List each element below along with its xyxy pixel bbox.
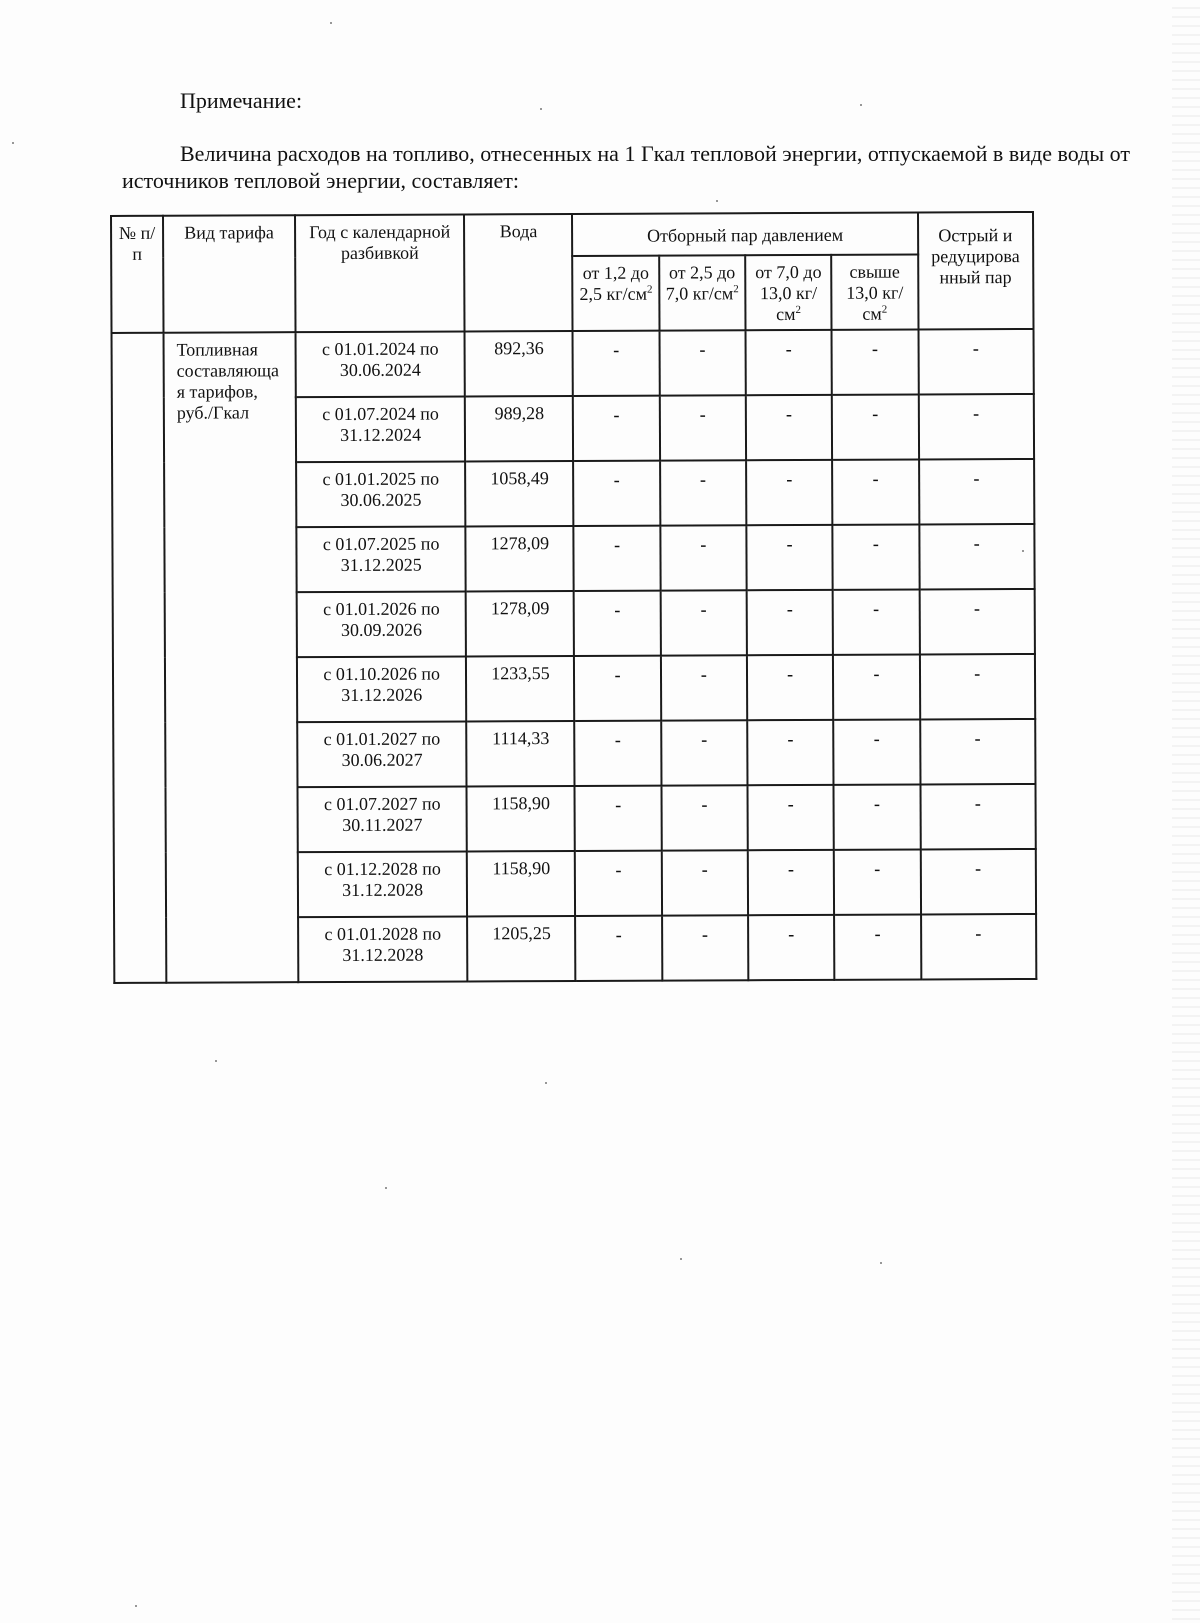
table-row: [112, 329, 1034, 398]
water-value-cell: 1205,25: [467, 916, 575, 981]
empty-value-dash: -: [576, 916, 663, 981]
water-value-cell: 1278,09: [466, 526, 574, 591]
empty-value-dash: -: [834, 914, 921, 979]
empty-value-dash: -: [661, 785, 748, 850]
empty-value-dash: -: [832, 329, 919, 394]
empty-value-dash: -: [662, 850, 749, 915]
empty-value-dash: -: [834, 849, 921, 914]
header-steam-1-label: от 1,2 до 2,5 кг/см: [579, 262, 650, 304]
empty-value-dash: -: [919, 589, 1035, 655]
empty-value-dash: -: [574, 656, 661, 721]
empty-value-dash: -: [574, 526, 661, 591]
empty-value-dash: -: [660, 395, 747, 460]
empty-value-dash: -: [834, 784, 921, 849]
water-value-cell: 1233,55: [466, 656, 574, 721]
empty-value-dash: -: [575, 851, 662, 916]
empty-value-dash: -: [833, 719, 920, 784]
header-water: Вода: [464, 214, 573, 331]
header-steam-3-label: от 7,0 до 13,0 кг/см: [755, 261, 822, 325]
note-text: Величина расходов на топливо, отнесенных на 1 Гкал тепловой энергии, отпускаемой в виде воды от источников тепловой энергии, составляет:: [122, 141, 1130, 193]
table-body: [112, 329, 1037, 983]
empty-value-dash: -: [919, 459, 1035, 525]
scan-speck: [330, 22, 332, 24]
water-value-cell: 1114,33: [467, 721, 575, 786]
unit-superscript: 2: [795, 303, 802, 317]
empty-value-dash: -: [661, 720, 748, 785]
empty-value-dash: -: [921, 914, 1037, 980]
scan-speck: [540, 108, 542, 110]
scan-speck: [860, 104, 862, 106]
empty-value-dash: -: [748, 850, 835, 915]
empty-value-dash: -: [748, 915, 835, 980]
period-cell: с 01.01.2024 по 30.06.2024: [295, 331, 465, 397]
water-value-cell: 1158,90: [467, 851, 575, 916]
period-cell: с 01.01.2025 по 30.06.2025: [296, 461, 466, 527]
empty-value-dash: -: [660, 460, 747, 525]
scan-speck: [385, 1187, 387, 1189]
header-tariff-type: Вид тарифа: [163, 215, 296, 333]
empty-value-dash: -: [746, 395, 833, 460]
empty-value-dash: -: [918, 329, 1034, 395]
note-heading: Примечание:: [180, 88, 303, 113]
header-steam-2.5-7: [659, 255, 746, 330]
period-cell: с 01.07.2024 по 31.12.2024: [296, 396, 466, 462]
period-cell: с 01.07.2025 по 31.12.2025: [296, 526, 466, 592]
scan-speck: [680, 1258, 682, 1260]
empty-value-dash: -: [832, 459, 919, 524]
water-value-cell: 892,36: [465, 331, 573, 396]
empty-value-dash: -: [746, 330, 833, 395]
empty-value-dash: -: [574, 591, 661, 656]
empty-value-dash: -: [832, 394, 919, 459]
header-steam-above-13: [831, 254, 918, 329]
empty-value-dash: -: [573, 331, 660, 396]
period-cell: с 01.07.2027 по 30.11.2027: [297, 786, 467, 852]
tariff-type-cell: Топливная составляюща я тарифов, руб./Гкал: [163, 332, 298, 983]
scan-speck: [12, 142, 14, 144]
header-steam-4-label: свыше 13,0 кг/см: [846, 261, 904, 324]
empty-value-dash: -: [918, 394, 1034, 460]
empty-value-dash: -: [574, 461, 661, 526]
header-sharp-steam: Острый и редуцирова нный пар: [918, 212, 1034, 330]
empty-value-dash: -: [659, 330, 746, 395]
empty-value-dash: -: [573, 396, 660, 461]
empty-value-dash: -: [575, 721, 662, 786]
scan-speck: [215, 1060, 217, 1062]
water-value-cell: 1158,90: [467, 786, 575, 851]
fuel-tariff-table: [110, 211, 1037, 984]
water-value-cell: 1058,49: [465, 461, 573, 526]
water-value-cell: 989,28: [465, 396, 573, 461]
header-steam-group: Отборный пар давлением: [572, 212, 917, 256]
empty-value-dash: -: [920, 784, 1036, 850]
empty-value-dash: -: [833, 654, 920, 719]
scan-speck: [1022, 550, 1024, 552]
header-steam-2-label: от 2,5 до 7,0 кг/см: [665, 262, 736, 304]
unit-superscript: 2: [881, 303, 888, 316]
empty-value-dash: -: [660, 590, 747, 655]
empty-value-dash: -: [747, 590, 834, 655]
row-number-cell: [112, 333, 167, 983]
header-number: № п/п: [111, 216, 163, 333]
period-cell: с 01.10.2026 по 31.12.2026: [297, 656, 467, 722]
empty-value-dash: -: [746, 460, 833, 525]
empty-value-dash: -: [575, 786, 662, 851]
scan-speck: [880, 1262, 882, 1264]
empty-value-dash: -: [833, 589, 920, 654]
empty-value-dash: -: [919, 524, 1035, 590]
empty-value-dash: -: [919, 654, 1035, 720]
scan-edge-noise: [1172, 0, 1200, 1623]
water-value-cell: 1278,09: [466, 591, 574, 656]
empty-value-dash: -: [747, 720, 834, 785]
empty-value-dash: -: [746, 525, 833, 590]
header-period: Год с календарной разбивкой: [295, 214, 465, 332]
empty-value-dash: -: [660, 525, 747, 590]
empty-value-dash: -: [662, 915, 749, 980]
empty-value-dash: -: [747, 655, 834, 720]
empty-value-dash: -: [748, 785, 835, 850]
unit-superscript: 2: [733, 283, 739, 296]
scan-speck: [716, 200, 718, 202]
period-cell: с 01.01.2027 по 30.06.2027: [297, 721, 467, 787]
empty-value-dash: -: [920, 849, 1036, 915]
header-steam-7-13: [745, 255, 832, 330]
unit-superscript: 2: [646, 283, 653, 296]
scan-speck: [135, 1605, 137, 1607]
empty-value-dash: -: [661, 655, 748, 720]
period-cell: с 01.12.2028 по 31.12.2028: [298, 851, 468, 917]
empty-value-dash: -: [920, 719, 1036, 785]
empty-value-dash: -: [833, 524, 920, 589]
scan-speck: [545, 1082, 547, 1084]
header-steam-1-2.5: [573, 256, 660, 331]
header-row: [111, 212, 1033, 258]
period-cell: с 01.01.2028 по 31.12.2028: [298, 916, 468, 982]
period-cell: с 01.01.2026 по 30.09.2026: [297, 591, 467, 657]
